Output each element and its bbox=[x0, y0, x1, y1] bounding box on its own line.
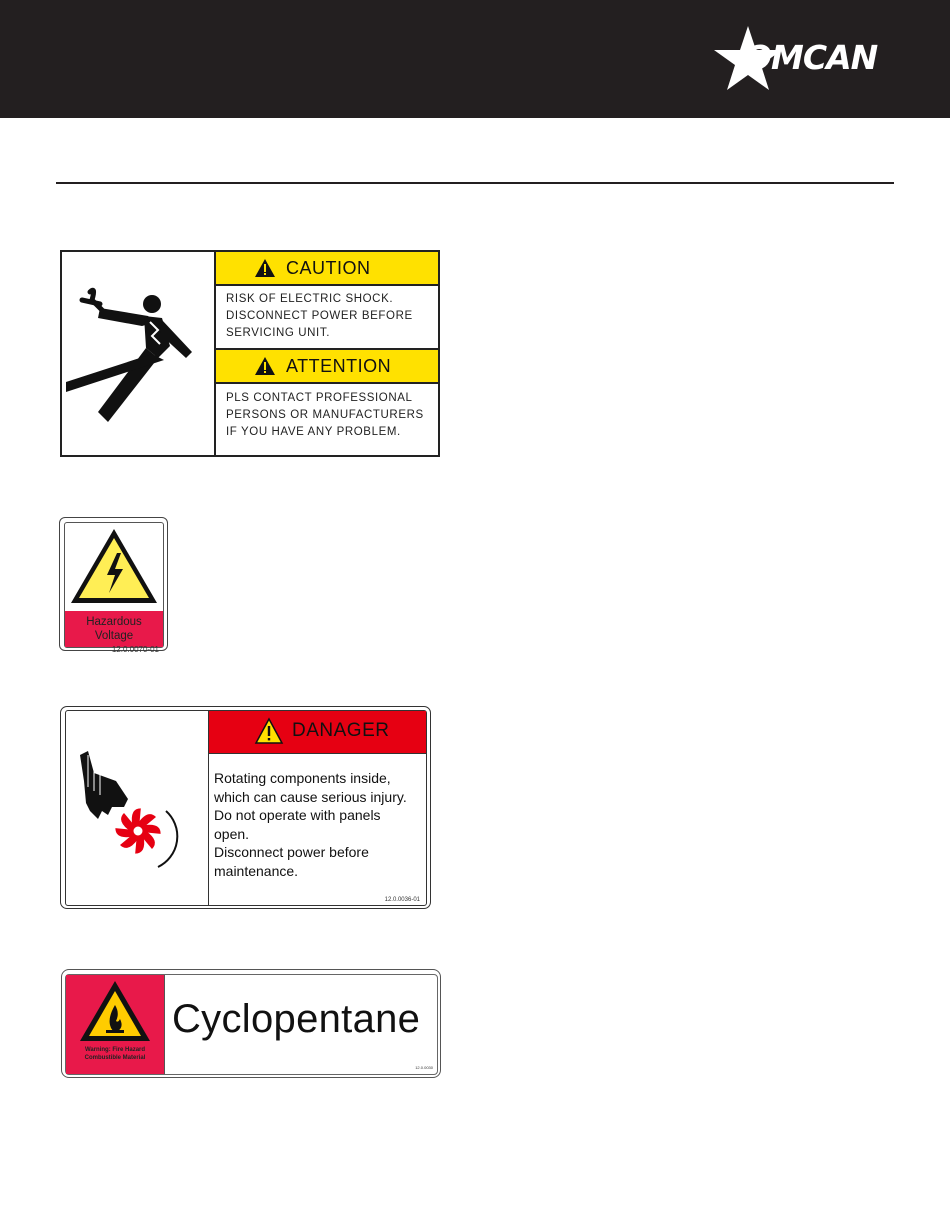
caution-line: RISK OF ELECTRIC SHOCK. bbox=[226, 293, 394, 305]
caution-text bbox=[226, 291, 413, 342]
cyclopentane-label bbox=[61, 969, 441, 1078]
voltage-part-code: 12.0.0070-01 bbox=[111, 645, 159, 654]
high-voltage-triangle-icon bbox=[65, 523, 163, 611]
hazardous-voltage-label bbox=[59, 517, 168, 654]
caption-line: Hazardous bbox=[86, 616, 142, 628]
hand-rotating-fan-icon bbox=[66, 711, 208, 905]
warning-line: Combustible Material bbox=[84, 1054, 146, 1061]
warning-triangle-icon bbox=[255, 718, 283, 744]
fire-warning-text bbox=[68, 1047, 162, 1062]
danger-title: DANAGER bbox=[292, 720, 390, 741]
danger-line: Rotating components inside, bbox=[214, 770, 391, 786]
page-header bbox=[0, 0, 950, 118]
danger-part-code: 12.0.0036-01 bbox=[384, 897, 420, 903]
danger-text bbox=[214, 769, 407, 880]
danger-line: Do not operate with panels bbox=[214, 807, 381, 823]
danger-banner bbox=[209, 711, 426, 754]
brand-name: OMCAN bbox=[744, 38, 878, 77]
electric-shock-caution-label bbox=[60, 250, 440, 457]
voltage-caption bbox=[65, 615, 163, 643]
danger-line: maintenance. bbox=[214, 862, 299, 879]
omcan-logo bbox=[708, 24, 898, 96]
warning-line: Warning: Fire Hazard bbox=[84, 1047, 146, 1053]
rotating-danger-label bbox=[60, 706, 431, 909]
danger-line: which can cause serious injury. bbox=[214, 788, 407, 805]
attention-line: IF YOU HAVE ANY PROBLEM. bbox=[226, 426, 401, 438]
attention-line: PLS CONTACT PROFESSIONAL bbox=[226, 392, 413, 404]
caution-line: SERVICING UNIT. bbox=[226, 327, 330, 339]
danger-line: open. bbox=[214, 825, 250, 842]
caution-banner bbox=[216, 252, 438, 286]
caution-title: CAUTION bbox=[286, 258, 371, 278]
attention-title: ATTENTION bbox=[286, 356, 392, 376]
header-rule bbox=[56, 182, 894, 184]
attention-line: PERSONS OR MANUFACTURERS bbox=[226, 409, 424, 421]
chemical-name: Cyclopentane bbox=[172, 997, 421, 1041]
warning-triangle-icon bbox=[254, 258, 276, 278]
flame-triangle-icon bbox=[66, 975, 164, 1047]
danger-line: Disconnect power before bbox=[214, 844, 369, 860]
caption-line: Voltage bbox=[94, 630, 134, 642]
warning-triangle-icon bbox=[254, 356, 276, 376]
electric-shock-person-icon bbox=[62, 252, 216, 455]
flammable-part-code: 12.0.0030 bbox=[415, 1065, 433, 1070]
fire-hazard-panel bbox=[66, 975, 165, 1074]
attention-text bbox=[226, 390, 424, 441]
hand-fan-picture bbox=[66, 711, 208, 905]
caution-line: DISCONNECT POWER BEFORE bbox=[226, 310, 413, 322]
attention-banner bbox=[216, 348, 438, 384]
